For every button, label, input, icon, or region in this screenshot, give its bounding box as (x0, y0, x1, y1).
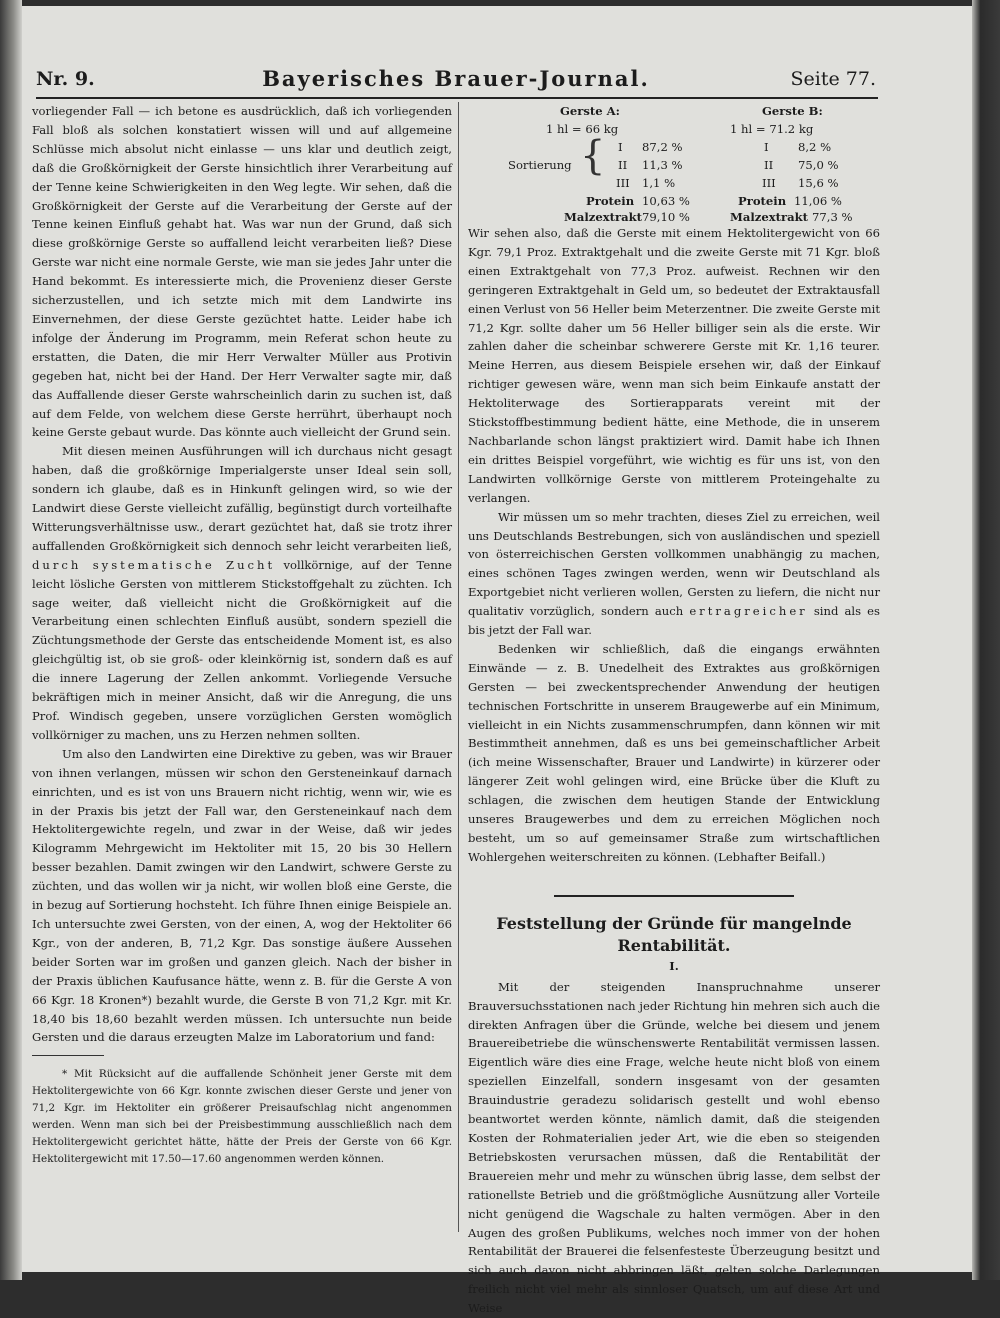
b-sort-iii: 15,6 % (798, 176, 839, 190)
a-sort-iii: 1,1 % (642, 176, 676, 190)
column-divider (458, 102, 459, 1232)
gerste-a-weight: 1 hl = 66 kg (546, 122, 619, 136)
roman-i-b: I (764, 140, 769, 154)
b-sort-ii: 75,0 % (798, 158, 839, 172)
roman-ii: II (618, 158, 628, 172)
paragraph: Mit diesen meinen Ausführungen will ich durchaus nicht gesagt haben, daß die großkörnige Imperialgerste unser Ideal sein soll, sondern ich glaube, daß es in Hinkunft gelingen wird, so wie der Landwirt diese Gerste vielleicht zufällig, begünstigt durch vorteilhafte Witterungsverhältnisse usw., derart gezüchtet hat, daß sie trotz ihrer auffallenden Großkörnigkeit sich dennoch sehr leicht verarbeiten ließ, durch systematische Zucht vollkörnige, auf der Tenne leicht lösliche Gersten von mittlerem Stickstoffgehalt zu züchten. Ich sage weiter, daß vielleicht nicht die Großkörnigkeit auf die Verarbeitung einen schlechten Einfluß ausübt, sondern speziell die Züchtungsmethode der Gerste das entscheidende Moment ist, es also gleichgültig ist, ob sie groß- oder kleinkörnig ist, sondern daß es auf die innere Lagerung der Zellen ankommt. Vorliegende Versuche bekräftigen mich in meiner Ansicht, daß wir die Anregung, die uns Prof. Windisch gegeben, unsere vorzüglichen Gersten womöglich vollkörniger zu machen, uns zu Herzen nehmen sollten. (32, 444, 452, 742)
paragraph: Mit der steigenden Inanspruchnahme unserer Brauversuchsstationen nach jeder Richtung hin mehren sich auch die direkten Anfragen über die Gründe, welche bei diesem und jenem Brauereibetriebe die wünschenswerte Rentabilität vermissen lassen. Eigentlich wäre dies eine Frage, welche heute nicht bloß von einem speziellen Einzelfall, sondern insgesamt von der gesamten Brauindustrie geradezu solidarisch gestellt und wohl ebenso beantwortet werden könnte, nämlich damit, daß die steigenden Kosten der Rohmaterialien jeder Art, wie die eben so steigenden Betriebskosten verursachen müssen, daß die Rentabilität der Brauereien mehr und mehr zu wünschen übrig lasse, dem selbst der rationellste Betrieb und die größtmögliche Ausnützung aller Vorteile nicht genügend die Wagschale zu halten vermögen. Aber in den Augen des großen Publikums, welches noch immer von der hohen Rentabilität der Brauerei die felsenfesteste Überzeugung besitzt und sich auch davon nicht abbringen läßt, gelten solche Darlegungen freilich nicht viel mehr als sinnloser Quatsch, um auf diese Art und Weise (468, 979, 880, 1316)
a-sort-ii: 11,3 % (642, 158, 683, 172)
roman-ii-b: II (764, 158, 774, 172)
section-number: I. (669, 958, 679, 973)
issue-number: Nr. 9. (36, 68, 95, 90)
footnote-rule (32, 1055, 104, 1056)
protein-a: 10,63 % (642, 194, 690, 208)
paragraph: Um also den Landwirten eine Direktive zu geben, was wir Brauer von ihnen verlangen, müssen wir schon den Gersteneinkauf darnach einrichten, und es ist von uns Brauern nicht richtig, wenn wir, wie es in der Praxis bis jetzt der Fall war, den Gersteneinkauf nach dem Hektolitergewichte regeln, und zwar in der Weise, daß wir jedes Kilogramm Mehrgewicht im Hektoliter mit 15, 20 bis 30 Hellern besser bezahlen. Damit zwingen wir den Landwirt, schwere Gerste zu züchten, und das wollen wir ja nicht, wir wollen bloß eine Gerste, die in bezug auf Sortierung hochsteht. Ich führe Ihnen einige Beispiele an. Ich untersuchte zwei Gersten, von der einen, A, wog der Hektoliter 66 Kgr., von der anderen, B, 71,2 Kgr. Das sonstige äußere Aussehen beider Sorten war im großen und ganzen gleich. Nach der bisher in der Praxis üblichen Kaufusance hätte, wenn z. B. für die Gerste A von 66 Kgr. 18 Kronen*) bezahlt wurde, die Gerste B von 71,2 Kgr. mit Kr. 18,40 bis 18,60 bezahlt werden müssen. Ich untersuchte nun beide Gersten und die daraus erzeugten Malze im Laboratorium und fand: (32, 746, 452, 1045)
page-number: Seite 77. (790, 68, 876, 90)
sortierung-label: Sortierung (508, 158, 572, 172)
page-header (36, 66, 876, 96)
journal-title: Bayerisches Brauer-Journal. (262, 66, 650, 91)
roman-i: I (618, 140, 623, 154)
gerste-a-header: Gerste A: (560, 104, 620, 118)
brace-icon: { (580, 133, 606, 179)
b-sort-i: 8,2 % (798, 140, 832, 154)
extrakt-b: 77,3 % (812, 210, 853, 224)
analysis-table (468, 102, 880, 224)
extrakt-label-b: Malzextrakt (730, 210, 808, 224)
gerste-b-weight: 1 hl = 71.2 kg (730, 122, 814, 136)
paragraph: Wir sehen also, daß die Gerste mit einem Hektolitergewicht von 66 Kgr. 79,1 Proz. Extraktgehalt und die zweite Gerste mit 71 Kgr. bloß einen Extraktgehalt von 77,3 Proz. aufweist. Rechnen wir den geringeren Extraktgehalt in Geld um, so bedeutet der Extraktausfall einen Verlust von 56 Heller beim Meterzentner. Die zweite Gerste mit 71,2 Kgr. sollte daher um 56 Heller billiger sein als die erste. Wir zahlen daher die scheinbar schwerere Gerste mit Kr. 1,16 teurer. Meine Herren, aus diesem Beispiele ersehen wir, daß der Einkauf richtiger gewesen wäre, wenn man sich beim Einkaufe anstatt der Hektoliterwage des Sortierapparats vereint mit der Stickstoffbestimmung bedient hätte, eine Methode, die in unserem Nachbarlande schon längst praktiziert wird. Damit habe ich Ihnen ein drittes Beispiel vorgeführt, wie wichtig es für uns ist, von den Landwirten vollkörnige Gerste von mittlerem Proteingehalte zu verlangen. (468, 226, 880, 505)
footnote: * Mit Rücksicht auf die auffallende Schönheit jener Gerste mit dem Hektolitergewichte von 66 Kgr. konnte zwischen dieser Gerste und jener von 71,2 Kgr. im Hektoliter ein größerer Preisaufschlag nicht angenommen werden. Wenn man sich bei der Preisbestimmung ausschließlich nach dem Hektolitergewicht gerichtet hätte, hätte der Preis der Gerste von 66 Kgr. Hektolitergewicht mit 17.50—17.60 angenommen werden können. (32, 1068, 452, 1166)
right-column (468, 102, 880, 1318)
emphasis-text: durch systematische Zucht (32, 557, 276, 572)
protein-b: 11,06 % (794, 194, 842, 208)
section-title: Feststellung der Gründe für mangelnde Rentabilität. (496, 913, 852, 955)
roman-iii-b: III (762, 176, 776, 190)
extrakt-label-a: Malzextrakt (564, 210, 642, 224)
scan-left-margin (0, 0, 22, 1280)
gerste-b-header: Gerste B: (762, 104, 823, 118)
a-sort-i: 87,2 % (642, 140, 683, 154)
section-rule (554, 895, 794, 897)
paragraph: Bedenken wir schließlich, daß die eingangs erwähnten Einwände — z. B. Unedelheit des Extraktes aus großkörnigen Gersten — bei zweckentsprechender Anwendung der heutigen technischen Fortschritte in unserem Braugewerbe auf ein Minimum, vielleicht in ein Nichts zusammenschrumpfen, dann können wir mit Bestimmtheit annehmen, daß es uns bei gemeinschaftlicher Arbeit (ich meine Wissenschafter, Brauer und Landwirte) in kürzerer oder längerer Zeit wohl gelingen wird, eine Brücke über die Kluft zu schlagen, die zwischen dem heutigen Stande der Entwicklung unseres Braugewerbes und dem zu erreichen Möglichen noch besteht, um so auf gemeinsamer Straße zum wirtschaftlichen Wohlergehen weiterschreiten zu können. (Lebhafter Beifall.) (468, 641, 880, 864)
emphasis-text: ertragreicher (689, 604, 808, 619)
scan-right-edge (972, 0, 1000, 1280)
extrakt-a: 79,10 % (642, 210, 690, 224)
roman-iii: III (616, 176, 630, 190)
header-rule (36, 97, 878, 99)
protein-label-b: Protein (738, 194, 787, 208)
protein-label-a: Protein (586, 194, 635, 208)
left-column (32, 102, 452, 1168)
paragraph: vorliegender Fall — ich betone es ausdrücklich, daß ich vorliegenden Fall bloß als solchen konstatiert wissen will und auf allgemeine Schlüsse mich absolut nicht einlasse — uns klar und deutlich zeigt, daß die Großkörnigkeit der Gerste hinsichtlich ihrer Verarbeitung auf der Tenne keine Schwierigkeiten in den Weg legte. Wir sehen, daß die Großkörnigkeit der Gerste auf die Verarbeitung der Gerste auf der Tenne keinen Einfluß gehabt hat. Was war nun der Grund, daß sich diese großkörnige Gerste so auffallend leicht verarbeiten ließ? Diese Gerste war nicht eine normale Gerste, wie man sie jedes Jahr unter die Hand bekommt. Es interessierte mich, die Provenienz dieser Gerste sicherzustellen, und ich setzte mich mit dem Landwirte ins Einvernehmen, der diese Gerste gezüchtet hatte. Leider habe ich infolge der Änderung im Programm, mein Referat schon heute zu erstatten, die Daten, die mir Herr Verwalter Müller aus Protivin gegeben hat, nicht bei der Hand. Der Herr Verwalter sagte mir, daß das Auffallende dieser Gerste wahrscheinlich darin zu suchen ist, daß auf dem Felde, von welchem diese Gerste herrührt, überhaupt noch keine Gerste gebaut wurde. Das könnte auch vielleicht der Grund sein. (32, 104, 452, 440)
paragraph: Wir müssen um so mehr trachten, dieses Ziel zu erreichen, weil uns Deutschlands Bestrebungen, sich von ausländischen und speziell von österreichischen Gersten vollkommen unabhängig zu machen, eines schönen Tages zwingen werden, wenn wir Deutschland als Exportgebiet nicht verlieren wollen, Gersten zu liefern, die nicht nur qualitativ vorzüglich, sondern auch ertragreicher sind als es bis jetzt der Fall war. (468, 509, 880, 638)
